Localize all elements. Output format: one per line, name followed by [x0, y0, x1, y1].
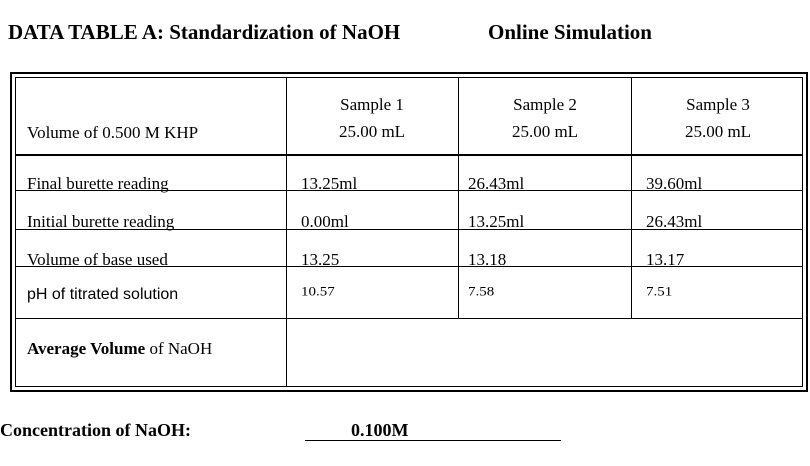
table-cell: 13.25ml — [468, 212, 525, 231]
table-cell: 13.25ml — [301, 174, 358, 193]
table-cell: 13.17 — [646, 250, 685, 269]
header-sample-1: Sample 1 — [340, 95, 404, 114]
row-divider — [15, 318, 803, 319]
table-cell: 13.25 — [301, 250, 340, 269]
concentration-label: Concentration of NaOH: — [0, 420, 191, 440]
column-divider — [631, 77, 632, 319]
answer-blank-left — [305, 422, 351, 441]
page-title — [8, 20, 652, 45]
header-sample-3: Sample 3 — [686, 95, 750, 114]
column-divider — [458, 77, 459, 319]
table-cell: 25.00 mL — [511, 122, 579, 141]
row-label-final-burette: Final burette reading — [27, 174, 169, 193]
table-cell: 10.57 — [301, 285, 335, 299]
answer-blank-right — [409, 422, 561, 441]
table-cell: 7.58 — [468, 285, 495, 299]
header-sample-2: Sample 2 — [513, 95, 577, 114]
concentration-answer — [305, 420, 561, 441]
row-label-base-volume: Volume of base used — [27, 250, 168, 269]
table-cell: 39.60ml — [646, 174, 703, 193]
table-cell: 25.00 mL — [684, 122, 752, 141]
row-divider — [15, 154, 803, 156]
row-label-average-volume — [27, 340, 212, 357]
average-label-rest: of NaOH — [145, 339, 213, 358]
table-cell: 13.18 — [468, 250, 507, 269]
table-cell: 25.00 mL — [338, 122, 406, 141]
average-label-bold: Average Volume — [27, 339, 146, 358]
table-cell: 26.43ml — [646, 212, 703, 231]
table-title: DATA TABLE A: Standardization of NaOH — [8, 20, 401, 44]
row-label-initial-burette: Initial burette reading — [27, 212, 175, 231]
row-label-ph: pH of titrated solution — [27, 286, 179, 303]
table-cell: 7.51 — [646, 285, 673, 299]
concentration-value: 0.100M — [351, 420, 409, 440]
table-cell: 26.43ml — [468, 174, 525, 193]
table-subtitle: Online Simulation — [488, 20, 652, 44]
row-label-khp-volume: Volume of 0.500 M KHP — [27, 123, 199, 142]
table-cell: 0.00ml — [301, 212, 349, 231]
